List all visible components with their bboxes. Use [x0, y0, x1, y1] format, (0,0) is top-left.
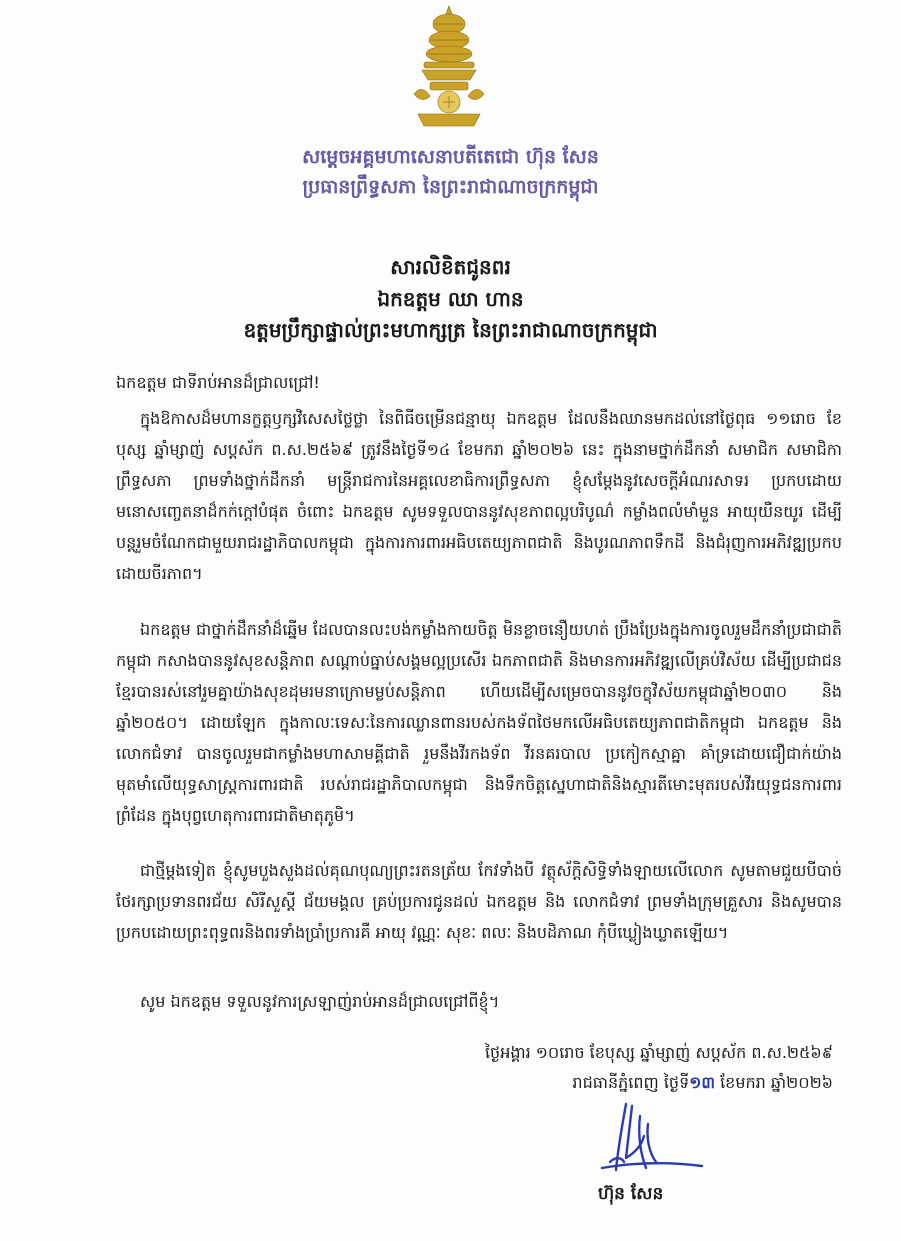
recipient-name: ឯកឧត្តម ឈា ហាន [377, 287, 524, 311]
senate-emblem-icon [408, 4, 490, 132]
sender-title: ប្រធានព្រឹទ្ធសភា នៃព្រះរាជាណាចក្រកម្ពុជា [302, 176, 599, 198]
body-paragraph-3: ជាថ្មីម្តងទៀត ខ្ញុំសូមបួងសួងដល់គុណបុណ្យព្រះរតនត្រ័យ កែវទាំងបី វត្ថុស័ក្តិសិទ្ធិទាំងឡាយលើលោក សូមតាមជួយបីបាច់ថែរក្សាប្រទានពរជ័យ សិរីសួស្តី ជ័យមង្គល គ្រប់ប្រការជូនដល់ ឯកឧត្តម និង លោកជំទាវ ព្រមទាំងក្រុមគ្រួសារ និងសូមបានប្រកបដោយព្រះពុទ្ធពរនិងពរទាំងប្រាំប្រការគឺ អាយុ វណ្ណៈ សុខៈ ពលៈ និងបដិភាណ កុំបីឃ្លៀងឃ្លាតឡើយ។ [116, 861, 842, 942]
place-date-day: ១៣ [689, 1073, 716, 1092]
recipient-title: ឧត្តមប្រឹក្សាផ្ទាល់ព្រះមហាក្សត្រ នៃព្រះរាជាណាចក្រកម្ពុជា [243, 318, 658, 342]
signature-icon [596, 1096, 708, 1176]
closing-line: សូម ឯកឧត្តម ទទួលនូវការស្រឡាញ់រាប់អានដ៏ជ្រាលជ្រៅពីខ្ញុំ។ [140, 992, 500, 1011]
lunar-date: ថ្ងៃអង្គារ ១០រោច ខែបុស្ស ឆ្នាំម្សាញ់ សប្តស័ក ព.ស.២៥៦៩ [484, 1043, 833, 1062]
place-date [572, 1068, 833, 1098]
salutation: ឯកឧត្តម ជាទីរាប់អានដ៏ជ្រាលជ្រៅ! [116, 373, 320, 392]
place-date-prefix: រាជធានីភ្នំពេញ ថ្ងៃទី [572, 1073, 690, 1092]
letter-subject: សារលិខិតជូនពរ [390, 255, 511, 279]
signer-name: ហ៊ុន សែន [598, 1184, 664, 1204]
body-paragraph-2: ឯកឧត្តម ជាថ្នាក់ដឹកនាំដ៏ឆ្នើម ដែលបានលះបង់កម្លាំងកាយចិត្ត មិនខ្លាចនឿយហត់ ប្រឹងប្រែងក្នុងការចូលរួមដឹកនាំប្រជាជាតិកម្ពុជា កសាងបាននូវសុខសន្តិភាព សណ្តាប់ធ្នាប់សង្គមល្អប្រសើរ ឯកភាពជាតិ និងមានការអភិវឌ្ឍលើគ្រប់វិស័យ ដើម្បីប្រជាជនខ្មែរបានរស់នៅរួមគ្នាយ៉ាងសុខដុមរមនាក្រោមម្លប់សន្តិភាព ហើយដើម្បីសម្រេចបាននូវចក្ខុវិស័យកម្ពុជាឆ្នាំ២០៣០ និងឆ្នាំ២០៥០។ ដោយឡែក ក្នុងកាលៈទេសៈនៃការឈ្លានពានរបស់កងទ័ពថៃមកលើអធិបតេយ្យភាពជាតិកម្ពុជា ឯកឧត្តម និង លោកជំទាវ បានចូលរួមជាកម្លាំងមហាសាមគ្គីជាតិ រួមនឹងវីរកងទ័ព វីរនគរបាល ប្រកៀកស្មាគ្នា គាំទ្រដោយជឿជាក់យ៉ាងមុតមាំលើយុទ្ធសាស្ត្រការពារជាតិ របស់រាជរដ្ឋាភិបាលកម្ពុជា និងទឹកចិត្តស្នេហាជាតិនិងស្មារតីមោះមុតរបស់វីរយុទ្ធជនការពារព្រំដែន ក្នុងបុព្វហេតុការពារជាតិមាតុភូមិ។ [116, 620, 842, 825]
sender-name: សម្ដេចអគ្គមហាសេនាបតីតេជោ ហ៊ុន សែន [302, 146, 599, 168]
place-date-month-year: ខែមករា ឆ្នាំ២០២៦ [715, 1073, 833, 1092]
body-paragraph-1: ក្នុងឱកាសដ៏មហានក្ខត្តឫក្សវិសេសថ្លៃថ្លា នៃពិធីចម្រើនជន្មាយុ ឯកឧត្តម ដែលនឹងឈានមកដល់នៅថ្ងៃពុធ ១១រោច ខែបុស្ស ឆ្នាំម្សាញ់ សប្តស័ក ព.ស.២៥៦៩ ត្រូវនឹងថ្ងៃទី១៤ ខែមករា ឆ្នាំ២០២៦ នេះ ក្នុងនាមថ្នាក់ដឹកនាំ សមាជិក សមាជិកាព្រឹទ្ធសភា ព្រមទាំងថ្នាក់ដឹកនាំ មន្ត្រីរាជការនៃអគ្គលេខាធិការព្រឹទ្ធសភា ខ្ញុំសម្តែងនូវសេចក្តីអំណរសាទរ ប្រកបដោយមនោសញ្ចេតនាដ៏កក់ក្តៅបំផុត ចំពោះ ឯកឧត្តម សូមទទួលបាននូវសុខភាពល្អបរិបូណ៌ កម្លាំងពលំមាំមួន អាយុយឺនយូរ ដើម្បីបន្តរួមចំណែកជាមួយរាជរដ្ឋាភិបាលកម្ពុជា ក្នុងការការពារអធិបតេយ្យភាពជាតិ និងបូរណភាពទឹកដី និងជំរុញការអភិវឌ្ឍប្រកបដោយចីរភាព។ [116, 409, 843, 583]
